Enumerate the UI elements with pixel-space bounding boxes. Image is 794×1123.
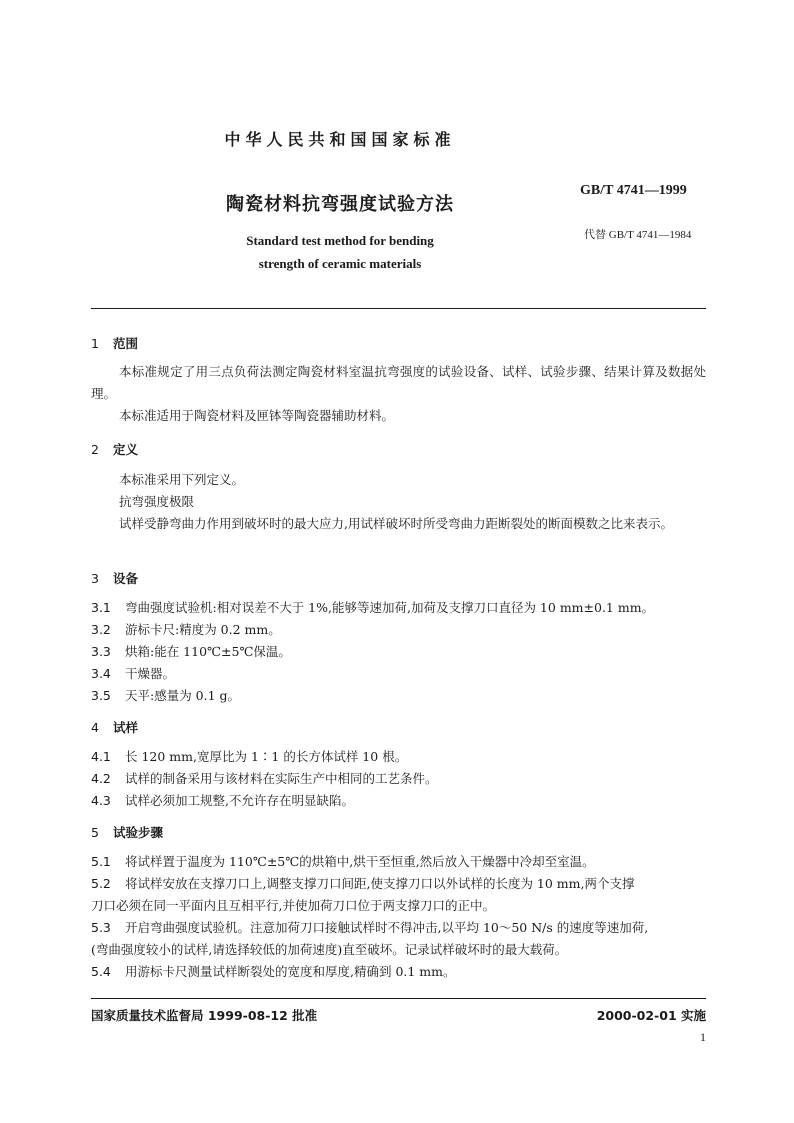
item-number: 3.1 — [91, 600, 111, 615]
section-number: 4 — [91, 720, 99, 735]
procedure-item-5-3 — [91, 917, 648, 939]
section-title: 定义 — [113, 442, 139, 457]
item-number: 4.2 — [91, 771, 111, 786]
procedure-item-5-2-continuation: 刀口必须在同一平面内且互相平行,并使加荷刀口位于两支撑刀口的正中。 — [91, 898, 495, 913]
specimen-item-4-2 — [91, 768, 438, 790]
section-heading-specimen — [91, 718, 138, 736]
section-number: 3 — [91, 571, 99, 586]
item-text: 天平:感量为 0.1 g。 — [125, 688, 241, 703]
procedure-item-5-1 — [91, 851, 595, 873]
equipment-item-3-2 — [91, 619, 281, 641]
item-text: 干燥器。 — [125, 666, 176, 681]
section-heading-definitions — [91, 440, 138, 458]
header-divider — [91, 308, 706, 309]
document-title-en-line1: Standard test method for bending — [246, 233, 434, 248]
item-text: 试样必须加工规整,不允许存在明显缺陷。 — [125, 793, 354, 808]
replaces-standard: 代替 GB/T 4741—1984 — [584, 229, 692, 241]
section-heading-equipment — [91, 569, 138, 587]
item-number: 4.3 — [91, 793, 111, 808]
section-title: 设备 — [113, 571, 139, 586]
footer-divider — [91, 998, 706, 999]
section-number: 5 — [91, 825, 99, 840]
approval-statement: 国家质量技术监督局 1999-08-12 批准 — [91, 1008, 318, 1023]
definitions-paragraph-3: 试样受静弯曲力作用到破坏时的最大应力,用试样破坏时所受弯曲力距断裂处的断面模数之比来表示。 — [119, 516, 673, 531]
section-title: 试验步骤 — [113, 825, 164, 840]
item-number: 3.4 — [91, 666, 111, 681]
definitions-term: 抗弯强度极限 — [119, 494, 195, 509]
standard-code: GB/T 4741—1999 — [580, 183, 687, 198]
procedure-item-5-3-continuation: (弯曲强度较小的试样,请选择较低的加荷速度)直至破坏。记录试样破坏时的最大载荷。 — [91, 942, 568, 957]
implementation-date: 2000-02-01 实施 — [596, 1008, 706, 1023]
item-text: 将试样置于温度为 110℃±5℃的烘箱中,烘干至恒重,然后放入干燥器中冷却至室温。 — [125, 854, 595, 869]
item-number: 5.3 — [91, 920, 111, 935]
item-number: 3.5 — [91, 688, 111, 703]
item-text: 烘箱:能在 110℃±5℃保温。 — [125, 644, 291, 659]
item-text: 用游标卡尺测量试样断裂处的宽度和厚度,精确到 0.1 mm。 — [125, 964, 456, 979]
item-text: 试样的制备采用与该材料在实际生产中相同的工艺条件。 — [125, 771, 438, 786]
equipment-item-3-1 — [91, 597, 654, 619]
scope-paragraph-2: 本标准适用于陶瓷材料及匣钵等陶瓷器辅助材料。 — [119, 408, 395, 423]
equipment-item-3-4 — [91, 663, 175, 685]
section-number: 1 — [91, 336, 99, 351]
equipment-item-3-5 — [91, 685, 240, 707]
specimen-item-4-3 — [91, 790, 354, 812]
national-standard-label: 中华人民共和国国家标准 — [224, 130, 456, 149]
section-number: 2 — [91, 442, 99, 457]
section-title: 范围 — [113, 336, 139, 351]
section-heading-scope — [91, 334, 138, 352]
document-title-en-line2: strength of ceramic materials — [258, 256, 422, 271]
equipment-item-3-3 — [91, 641, 291, 663]
page-number: 1 — [700, 1030, 706, 1044]
procedure-item-5-4 — [91, 961, 456, 983]
section-title: 试样 — [113, 720, 139, 735]
procedure-item-5-2 — [91, 873, 634, 895]
definitions-paragraph-1: 本标准采用下列定义。 — [119, 472, 245, 487]
item-number: 3.3 — [91, 644, 111, 659]
document-title-cn: 陶瓷材料抗弯强度试验方法 — [226, 194, 454, 215]
item-number: 5.2 — [91, 876, 111, 891]
scope-paragraph-1: 本标准规定了用三点负荷法测定陶瓷材料室温抗弯强度的试验设备、试样、试验步骤、结果计算及数据处理。 — [91, 364, 706, 401]
section-heading-procedure — [91, 823, 163, 841]
item-text: 长 120 mm,宽厚比为 1∶1 的长方体试样 10 根。 — [125, 749, 408, 764]
item-number: 3.2 — [91, 622, 111, 637]
item-number: 5.4 — [91, 964, 111, 979]
item-number: 4.1 — [91, 749, 111, 764]
item-text: 弯曲强度试验机:相对误差不大于 1%,能够等速加荷,加荷及支撑刀口直径为 10 mm±0.1 mm。 — [125, 600, 655, 615]
item-text: 将试样安放在支撑刀口上,调整支撑刀口间距,使支撑刀口以外试样的长度为 10 mm,两个支撑 — [125, 876, 635, 891]
item-text: 开启弯曲强度试验机。注意加荷刀口接触试样时不得冲击,以平均 10～50 N/s 的速度等速加荷, — [125, 920, 649, 935]
specimen-item-4-1 — [91, 746, 407, 768]
item-number: 5.1 — [91, 854, 111, 869]
item-text: 游标卡尺:精度为 0.2 mm。 — [125, 622, 281, 637]
